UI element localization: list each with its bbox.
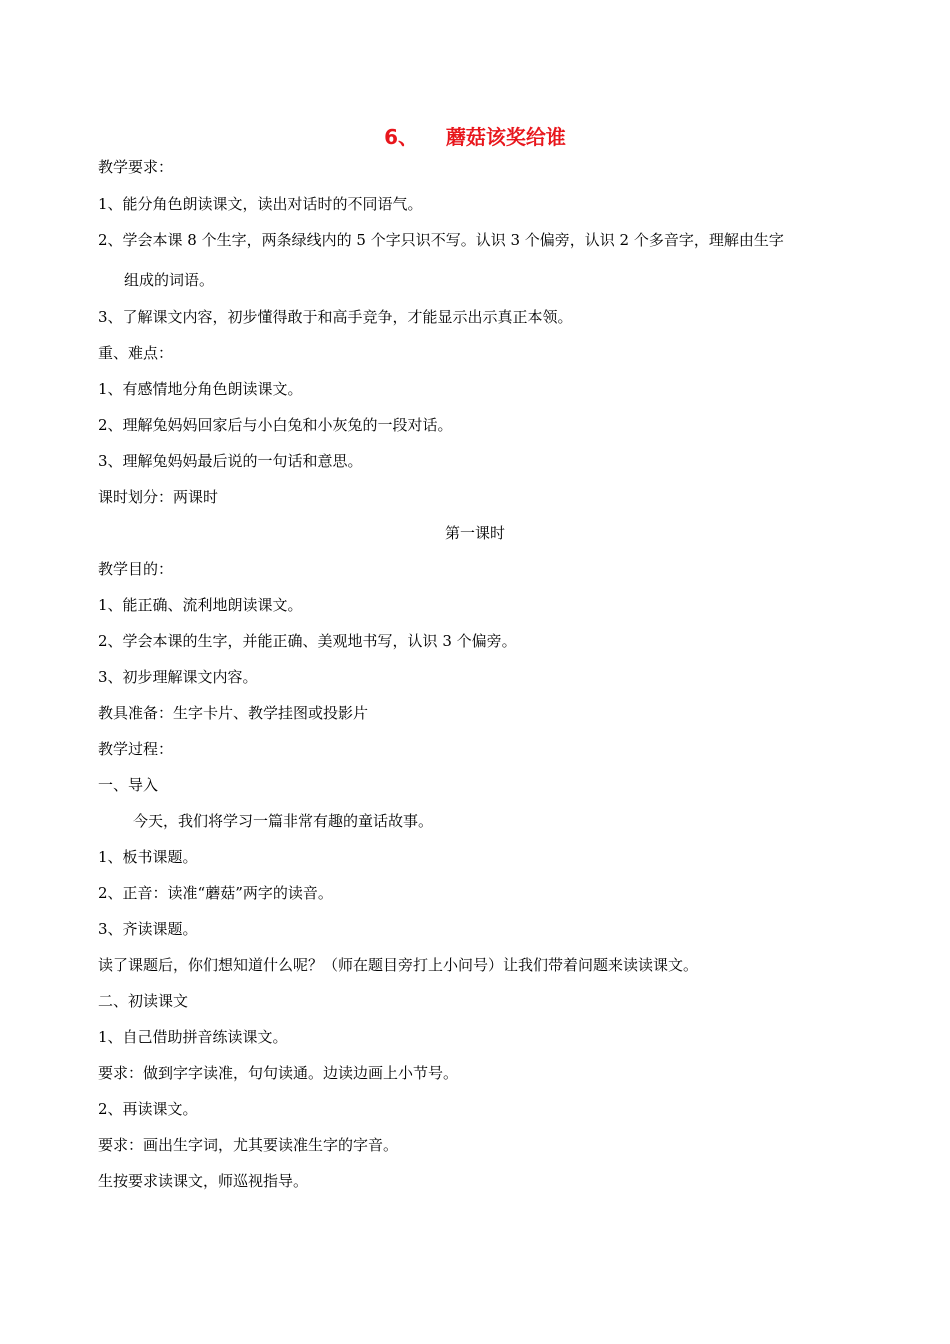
key-point-item-2: 2、理解兔妈妈回家后与小白兔和小灰兔的一段对话。 (98, 416, 453, 434)
reading-item-2-requirement: 要求：画出生字词，尤其要读准生字的字音。 (98, 1136, 399, 1154)
section-heading-teaching-process: 教学过程： (98, 740, 174, 758)
requirement-item-2-continued: 组成的词语。 (124, 271, 215, 289)
intro-item-3: 3、齐读课题。 (98, 920, 198, 938)
reading-guidance: 生按要求读课文，师巡视指导。 (98, 1172, 309, 1190)
lesson-one-heading: 第一课时 (444, 524, 505, 542)
requirement-item-1: 1、能分角色朗读课文，读出对话时的不同语气。 (98, 195, 423, 213)
process-step-1-heading: 一、导入 (98, 776, 159, 794)
section-heading-teaching-requirements: 教学要求： (98, 158, 174, 176)
lesson-division: 课时划分：两课时 (98, 488, 219, 506)
intro-item-2: 2、正音：读准“蘑菇”两字的读音。 (98, 884, 333, 902)
section-heading-teaching-goals: 教学目的： (98, 560, 174, 578)
reading-item-2: 2、再读课文。 (98, 1100, 198, 1118)
requirement-item-3: 3、了解课文内容，初步懂得敢于和高手竞争，才能显示出示真正本领。 (98, 308, 573, 326)
requirement-item-2: 2、学会本课 8 个生字，两条绿线内的 5 个字只识不写。认识 3 个偏旁，认识 2 个多音字，理解由生字 (98, 231, 784, 249)
key-point-item-3: 3、理解兔妈妈最后说的一句话和意思。 (98, 452, 363, 470)
document-title: 6、 蘑菇该奖给谁 (384, 125, 566, 149)
goal-item-2: 2、学会本课的生字，并能正确、美观地书写，认识 3 个偏旁。 (98, 632, 517, 650)
goal-item-3: 3、初步理解课文内容。 (98, 668, 258, 686)
goal-item-1: 1、能正确、流利地朗读课文。 (98, 596, 303, 614)
teaching-aids: 教具准备：生字卡片、教学挂图或投影片 (98, 704, 369, 722)
key-point-item-1: 1、有感情地分角色朗读课文。 (98, 380, 303, 398)
intro-paragraph: 今天，我们将学习一篇非常有趣的童话故事。 (133, 812, 434, 830)
process-step-2-heading: 二、初读课文 (98, 992, 189, 1010)
intro-question: 读了课题后，你们想知道什么呢？（师在题目旁打上小问号）让我们带着问题来读读课文。 (98, 956, 699, 974)
reading-item-1: 1、自己借助拼音练读课文。 (98, 1028, 288, 1046)
section-heading-key-points: 重、难点： (98, 344, 174, 362)
intro-item-1: 1、板书课题。 (98, 848, 198, 866)
reading-item-1-requirement: 要求：做到字字读准，句句读通。边读边画上小节号。 (98, 1064, 459, 1082)
